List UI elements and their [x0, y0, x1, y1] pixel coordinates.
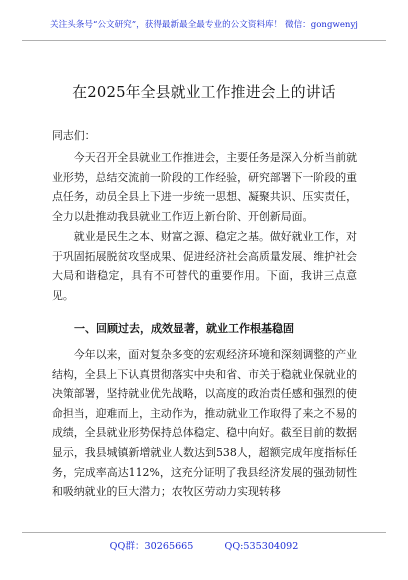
footer-divider — [22, 532, 386, 533]
footer — [0, 538, 408, 552]
document-title: 在2025年全县就业工作推进会上的讲话 — [72, 84, 336, 101]
header-banner: 关注头条号“公文研究”，获得最新最全最专业的公文资料库！ 微信：gongwenyj — [50, 20, 358, 30]
paragraph-text: 今天召开全县就业工作推进会，主要任务是深入分析当前就业形势，总结交流前一阶段的工作经验，研究部署下一阶段的重点任务，动员全县上下进一步统一思想、凝聚共识、压实责任，全力以赴推动我县就业工作迈上新台阶、开创新局面。 — [52, 151, 357, 223]
header-divider — [22, 40, 386, 41]
footer-qq-group: QQ群：30265665 — [109, 541, 194, 552]
paragraph-text: 今年以来，面对复杂多变的宏观经济环境和深刻调整的产业结构，全县上下认真贯彻落实中央和省、市关于稳就业保就业的决策部署，坚持就业优先战略，以高度的政治责任感和强烈的使命担当，迎难而上，主动作为，推动就业工作取得了来之不易的成绩，全县就业形势保持总体稳定、稳中向好。截至目前的数据显示，我县城镇新增就业人数达到538人，超额完成年度指标任务，完成率高达112%，这充分证明了我县经济发展的强劲韧性和吸纳就业的巨大潜力；农牧区劳动力实现转移 — [52, 348, 357, 499]
paragraph-intro — [52, 148, 357, 226]
footer-qq-number: QQ:535304092 — [224, 541, 299, 552]
paragraph-importance — [52, 227, 357, 305]
salutation: 同志们： — [52, 129, 96, 142]
section-heading: 一、回顾过去，成效显著，就业工作根基稳固 — [74, 322, 294, 335]
paragraph-text: 就业是民生之本、财富之源、稳定之基。做好就业工作，对于巩固拓展脱贫攻坚成果、促进经济社会高质量发展、维护社会大局和谐稳定，具有不可替代的重要作用。下面，我讲三点意见。 — [52, 230, 357, 302]
paragraph-review — [52, 345, 357, 502]
